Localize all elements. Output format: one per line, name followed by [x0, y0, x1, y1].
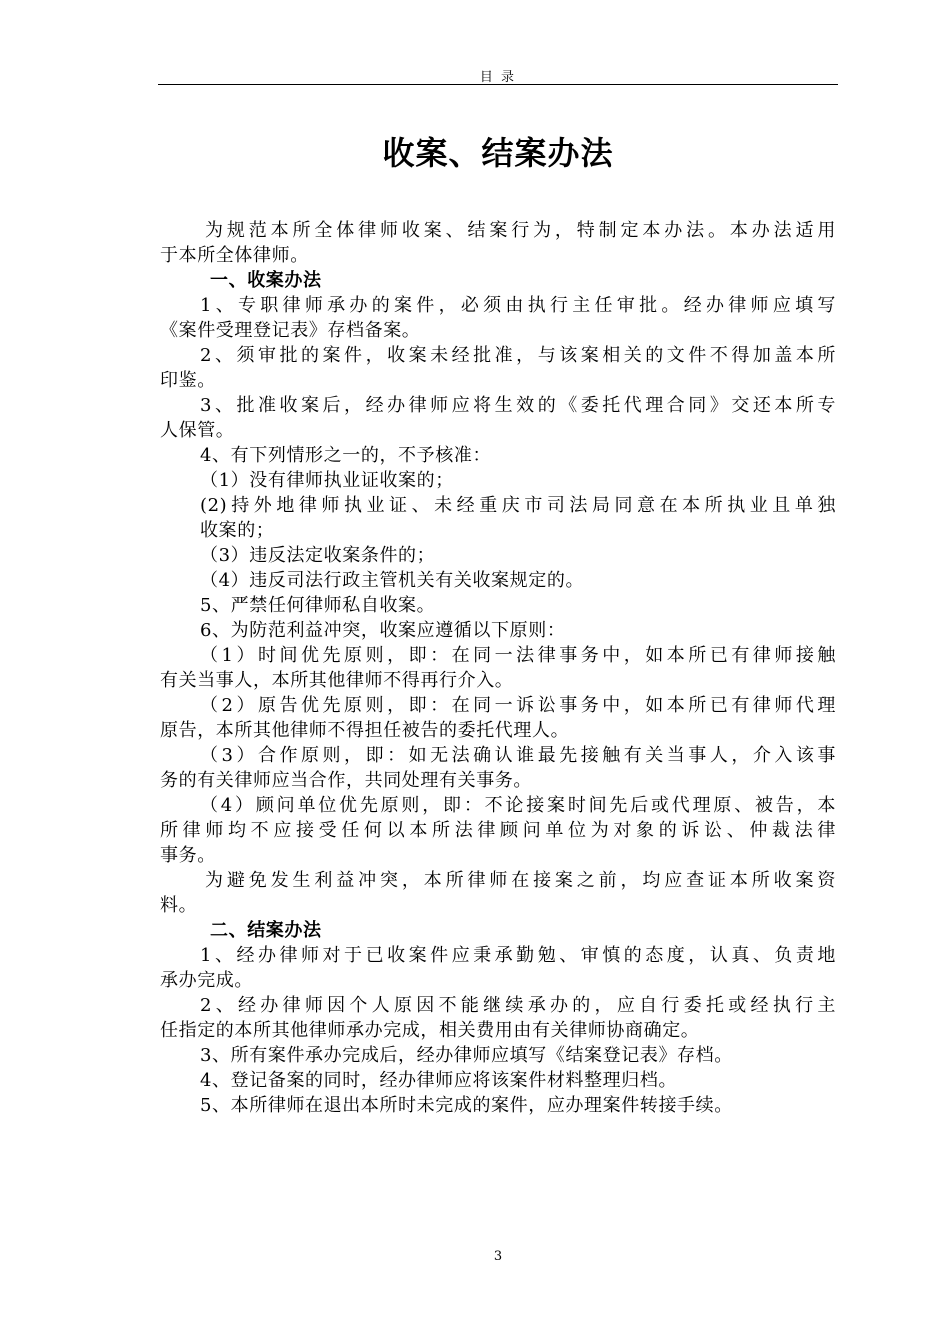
- paragraph-line: 承办完成。: [160, 970, 253, 991]
- list-item: 收案的；: [200, 520, 275, 541]
- paragraph-line: 人保管。: [160, 420, 235, 441]
- section-heading: 一、收案办法: [210, 270, 322, 291]
- list-item: （3）合作原则，即：如无法确认谁最先接触有关当事人，介入该事: [200, 745, 836, 766]
- paragraph-line: 料。: [160, 895, 198, 916]
- paragraph-line: 4、登记备案的同时，经办律师应将该案件材料整理归档。: [200, 1070, 678, 1091]
- list-item: （4）顾问单位优先原则，即：不论接案时间先后或代理原、被告，本: [200, 795, 836, 816]
- paragraph-line: 2、经办律师因个人原因不能继续承办的，应自行委托或经执行主: [200, 995, 836, 1016]
- list-item: 务的有关律师应当合作，共同处理有关事务。: [160, 770, 532, 791]
- list-item: （3）违反法定收案条件的；: [200, 545, 436, 566]
- list-item: 有关当事人，本所其他律师不得再行介入。: [160, 670, 514, 691]
- page-header: 目 录: [479, 70, 517, 85]
- paragraph-line: 4、有下列情形之一的，不予核准：: [200, 445, 492, 466]
- paragraph-line: 任指定的本所其他律师承办完成，相关费用由有关律师协商确定。: [160, 1020, 700, 1041]
- list-item: (2)持外地律师执业证、未经重庆市司法局同意在本所执业且单独: [200, 495, 836, 516]
- list-item: 原告，本所其他律师不得担任被告的委托代理人。: [160, 720, 570, 741]
- paragraph-line: 3、所有案件承办完成后，经办律师应填写《结案登记表》存档。: [200, 1045, 733, 1066]
- paragraph-line: 5、严禁任何律师私自收案。: [200, 595, 436, 616]
- paragraph-line: 3、批准收案后，经办律师应将生效的《委托代理合同》交还本所专: [200, 395, 836, 416]
- paragraph-line: 为规范本所全体律师收案、结案行为，特制定本办法。本办法适用: [205, 220, 836, 241]
- list-item: 事务。: [160, 845, 216, 866]
- header-rule: [158, 84, 838, 85]
- list-item: （1）时间优先原则，即：在同一法律事务中，如本所已有律师接触: [200, 645, 836, 666]
- page-title: 收案、结案办法: [382, 134, 614, 172]
- paragraph-line: 印鉴。: [160, 370, 216, 391]
- paragraph-line: 为避免发生利益冲突，本所律师在接案之前，均应查证本所收案资: [205, 870, 836, 891]
- paragraph-line: 《案件受理登记表》存档备案。: [160, 320, 421, 341]
- document-body: [160, 218, 836, 1118]
- list-item: （4）违反司法行政主管机关有关收案规定的。: [200, 570, 585, 591]
- paragraph-line: 1、经办律师对于已收案件应秉承勤勉、审慎的态度，认真、负责地: [200, 945, 836, 966]
- page-number: 3: [493, 1249, 503, 1264]
- paragraph-line: 于本所全体律师。: [160, 245, 309, 266]
- list-item: （2）原告优先原则，即：在同一诉讼事务中，如本所已有律师代理: [200, 695, 836, 716]
- paragraph-line: 2、须审批的案件，收案未经批准，与该案相关的文件不得加盖本所: [200, 345, 836, 366]
- list-item: 所律师均不应接受任何以本所法律顾问单位为对象的诉讼、仲裁法律: [160, 820, 836, 841]
- paragraph-line: 6、为防范利益冲突，收案应遵循以下原则：: [200, 620, 566, 641]
- section-heading: 二、结案办法: [210, 920, 322, 941]
- paragraph-line: 1、专职律师承办的案件，必须由执行主任审批。经办律师应填写: [200, 295, 836, 316]
- paragraph-line: 5、本所律师在退出本所时未完成的案件，应办理案件转接手续。: [200, 1095, 733, 1116]
- list-item: （1）没有律师执业证收案的；: [200, 470, 454, 491]
